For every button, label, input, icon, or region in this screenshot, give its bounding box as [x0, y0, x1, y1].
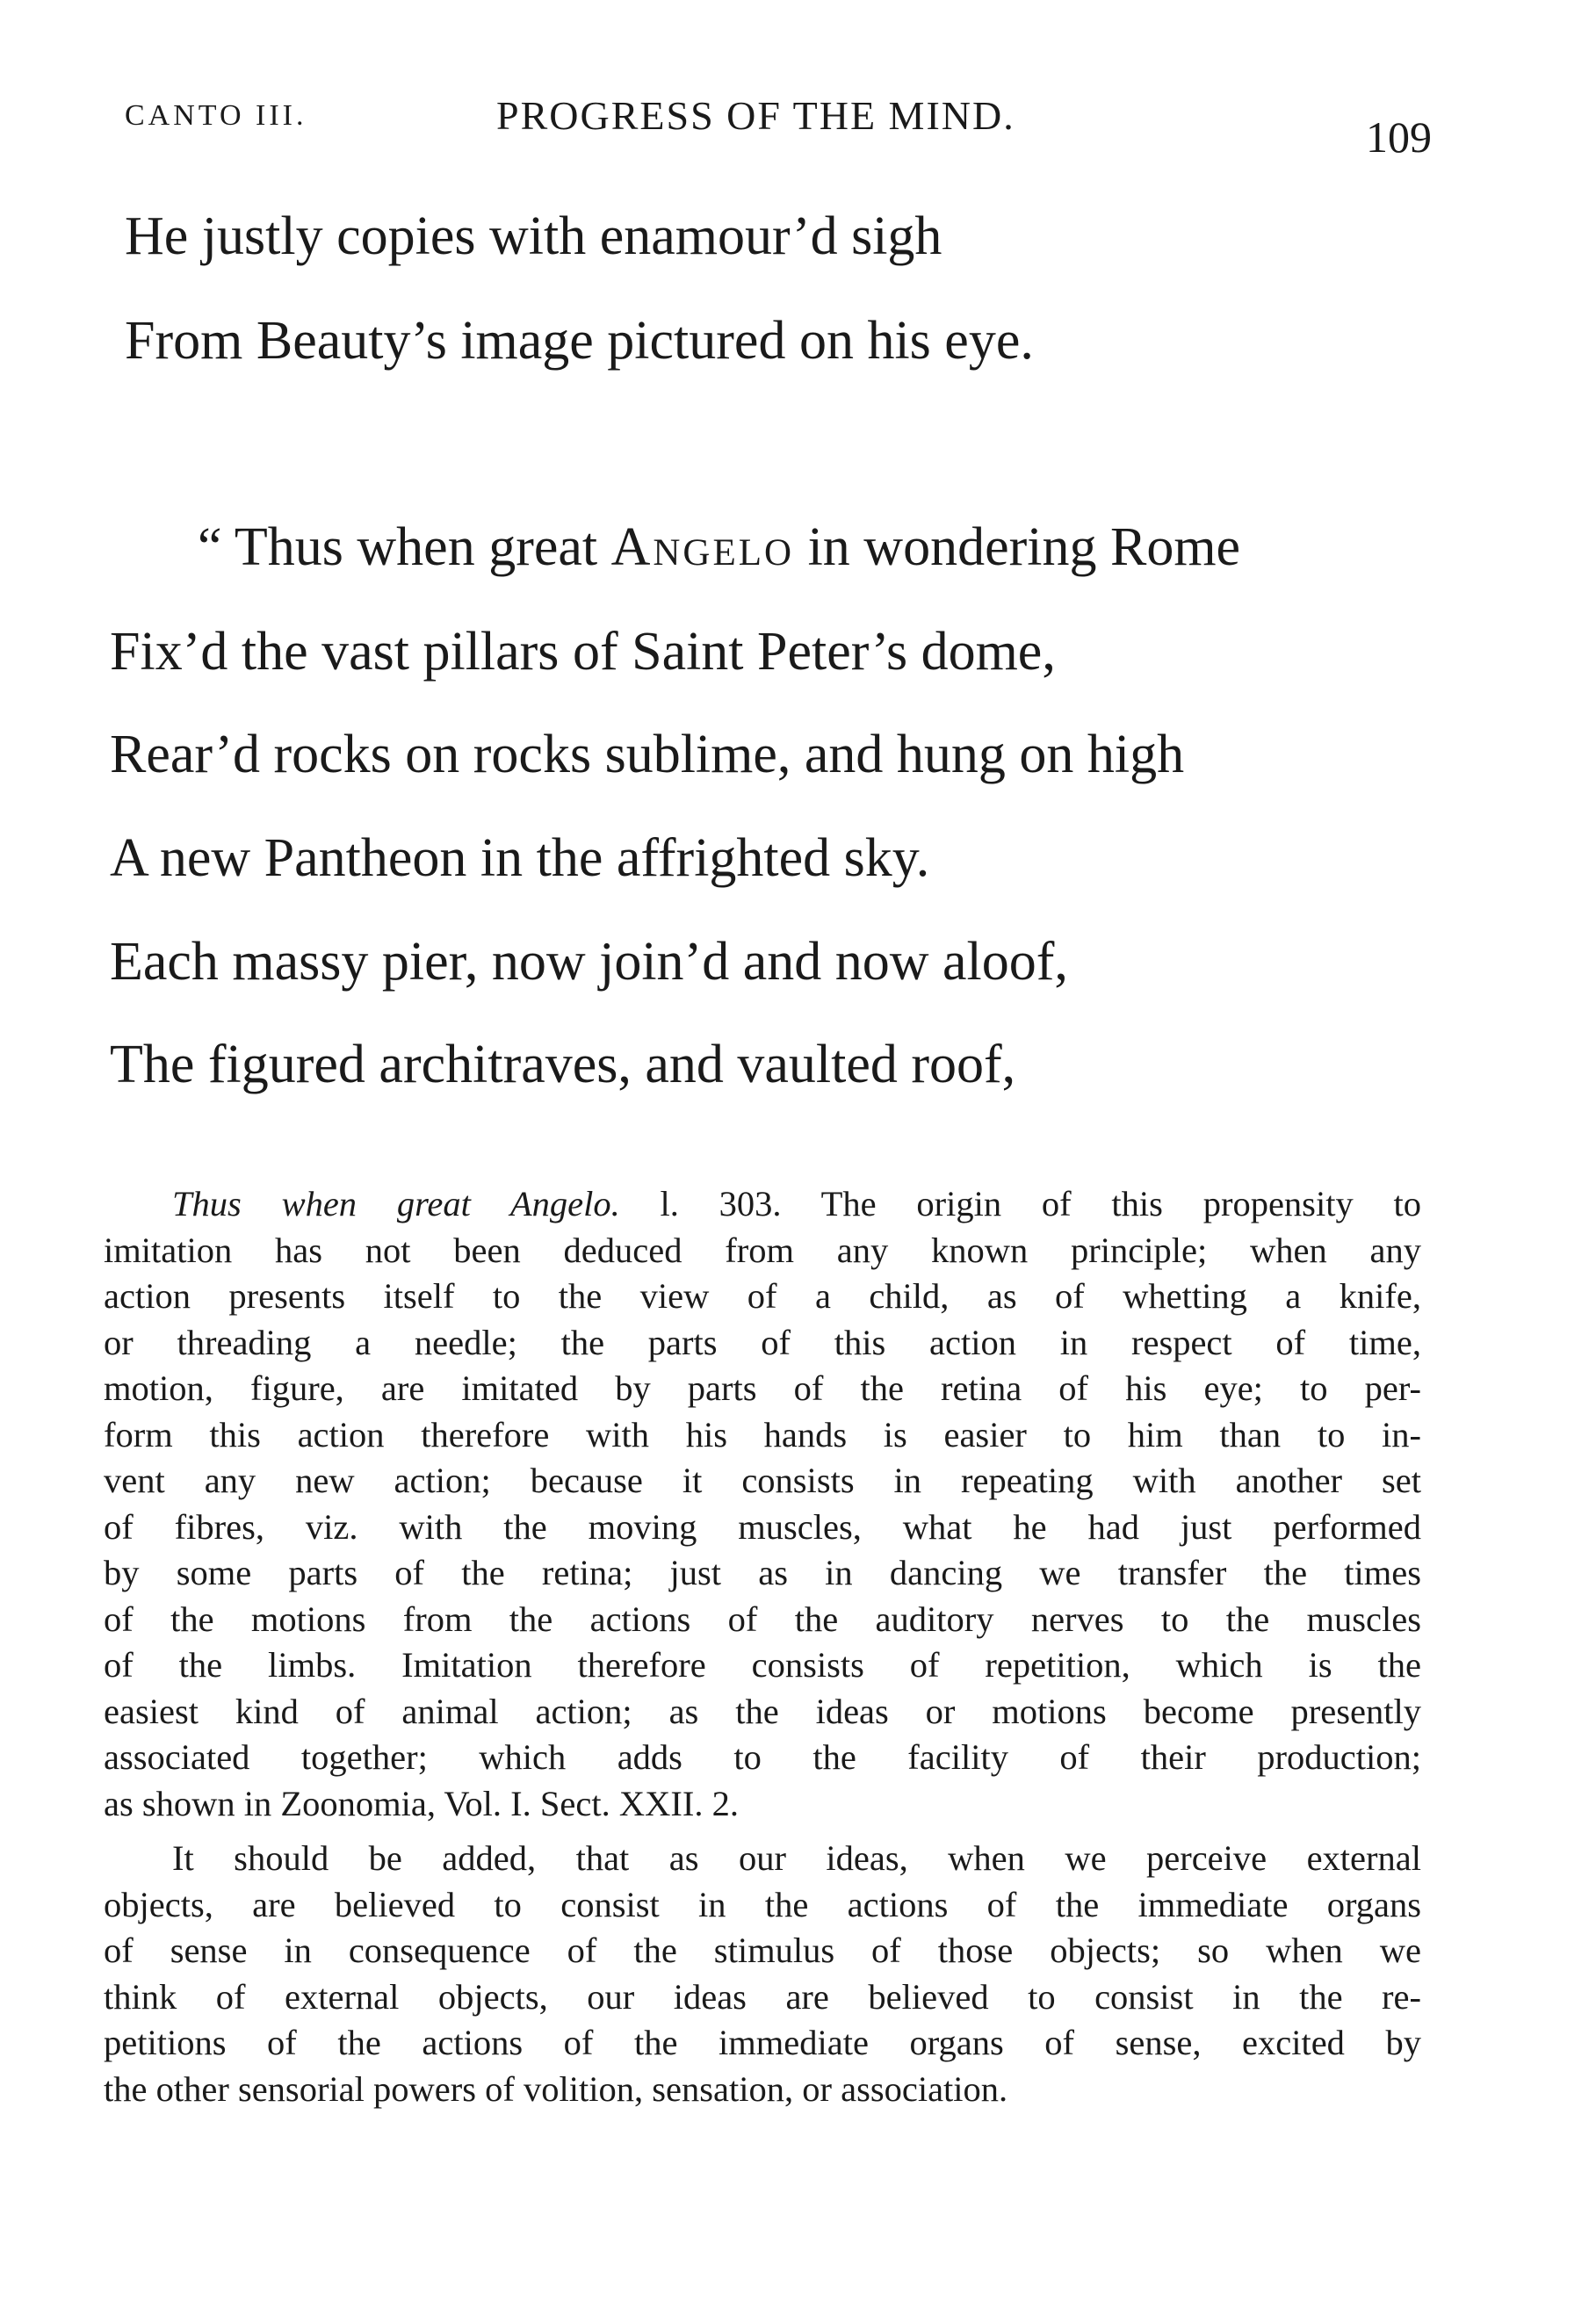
footnote-line: objects, are believed to consist in the actions of the immediate organs: [104, 1884, 1421, 1924]
footnote-line: vent any new action; because it consists in repeating with another set: [104, 1461, 1421, 1500]
verse-line: From Beauty’s image pictured on his eye.: [125, 311, 1034, 371]
footnote-line: action presents itself to the view of a child, as of whetting a knife,: [104, 1276, 1421, 1316]
footnote-line: of the motions from the actions of the auditory nerves to the muscles: [104, 1599, 1421, 1639]
footnote-reference: Thus when great Angelo.: [172, 1184, 620, 1223]
page-number: 109: [1366, 112, 1432, 162]
footnote-line: by some parts of the retina; just as in dancing we transfer the times: [104, 1553, 1421, 1592]
footnote-line: Thus when great Angelo. l. 303. The origin of this propensity to: [172, 1184, 1421, 1223]
footnote-paragraph: [104, 1181, 1421, 1827]
footnote-line: of sense in consequence of the stimulus of those objects; so when we: [104, 1931, 1421, 1970]
running-header: [0, 92, 1596, 162]
footnote-line: form this action therefore with his hands is easier to him than to in-: [104, 1414, 1421, 1454]
verse-line-opening: “ Thus when great: [198, 517, 611, 577]
verse-line: [198, 517, 1241, 577]
verse-line: Each massy pier, now join’d and now aloof,: [110, 932, 1068, 992]
footnote-line: of fibres, viz. with the moving muscles, what he had just performed: [104, 1506, 1421, 1547]
verse-line: A new Pantheon in the affrighted sky.: [110, 828, 930, 888]
verse-line: Fix’d the vast pillars of Saint Peter’s dome,: [110, 622, 1056, 682]
footnote-paragraph: [104, 1836, 1421, 2112]
footnote-line: easiest kind of animal action; as the ideas or motions become presently: [104, 1691, 1421, 1731]
verse-line: He justly copies with enamour’d sigh: [125, 206, 942, 266]
footnote-line: think of external objects, our ideas are believed to consist in the re-: [104, 1976, 1421, 2017]
footnote-line: It should be added, that as our ideas, when we perceive external: [172, 1838, 1421, 1878]
footnote-line: the other sensorial powers of volition, sensation, or association.: [104, 2068, 1008, 2109]
footnote-line: as shown in Zoonomia, Vol. I. Sect. XXII. 2.: [104, 1783, 739, 1823]
angelo-name: Angelo: [610, 517, 795, 577]
verse-line-rest: in wondering Rome: [794, 517, 1241, 577]
canto-label: CANTO III.: [125, 99, 307, 132]
footnote-line: motion, figure, are imitated by parts of the retina of his eye; to per-: [104, 1368, 1421, 1408]
footnote-line: of the limbs. Imitation therefore consists of repetition, which is the: [104, 1645, 1421, 1685]
footnote-line: petitions of the actions of the immediate organs of sense, excited by: [104, 2023, 1421, 2062]
verse-line: Rear’d rocks on rocks sublime, and hung on high: [110, 725, 1185, 784]
footnote-line: imitation has not been deduced from any known principle; when any: [104, 1230, 1421, 1270]
footnote-line: associated together; which adds to the facility of their production;: [104, 1737, 1421, 1777]
verse-line: The figured architraves, and vaulted roof,: [110, 1035, 1016, 1094]
footnote-line: or threading a needle; the parts of this action in respect of time,: [104, 1322, 1421, 1362]
footnotes: [104, 1181, 1421, 2112]
running-title: PROGRESS OF THE MIND.: [496, 93, 1015, 138]
